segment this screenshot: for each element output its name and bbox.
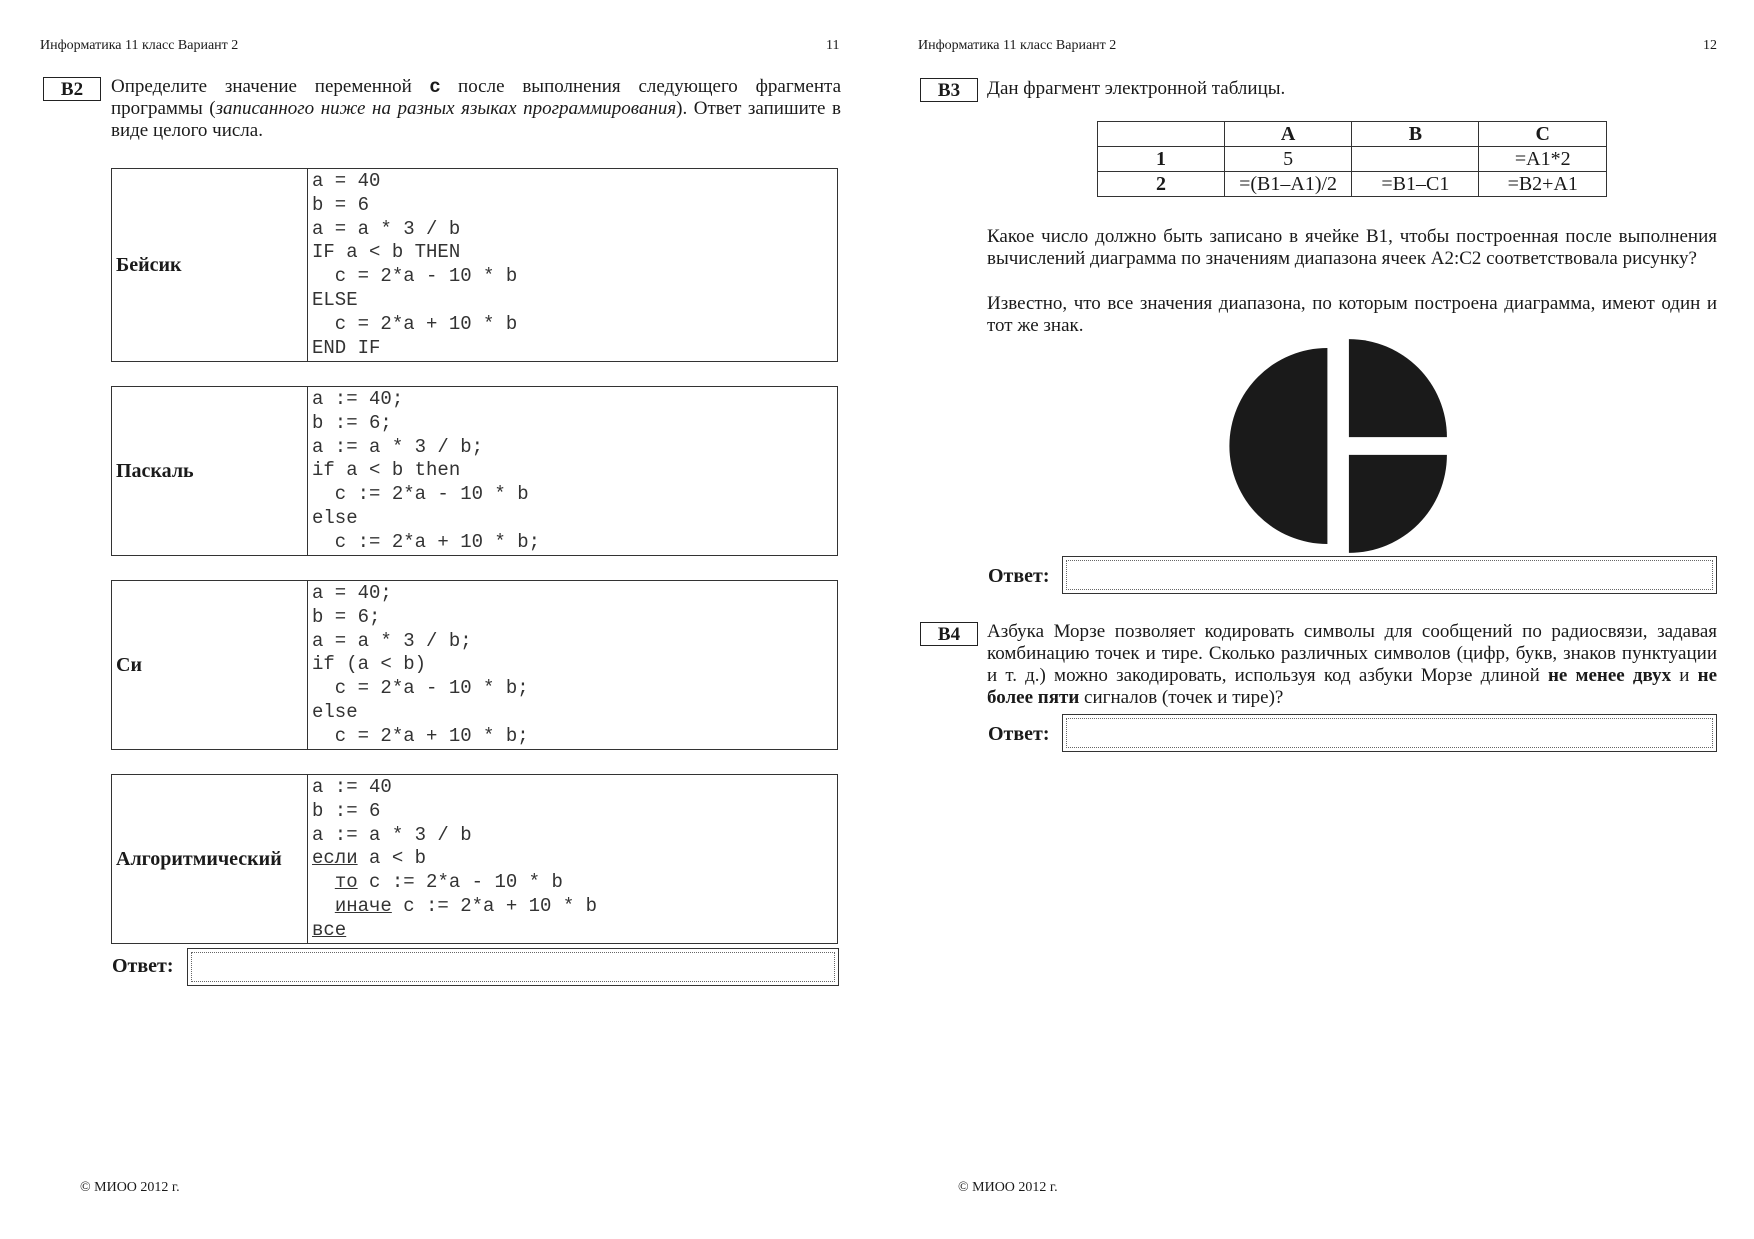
table-header-row xyxy=(1098,122,1607,147)
b3-note: Известно, что все значения диапазона, по которым построена диаграмма, имеют один и тот же знак. xyxy=(987,293,1717,336)
code-block-pascal xyxy=(111,386,838,556)
table-cell xyxy=(1352,147,1479,172)
right-header-subject: Информатика 11 класс Вариант 2 xyxy=(918,38,1117,53)
code-lines xyxy=(308,387,544,555)
pie-slice-C2 xyxy=(1349,455,1447,553)
table-cell xyxy=(1098,122,1225,147)
answer-input-b4[interactable] xyxy=(1062,714,1717,752)
question-label-b3: В3 xyxy=(920,78,978,102)
right-footer: © МИОО 2012 г. xyxy=(958,1180,1058,1195)
code-line: a = a * 3 / b; xyxy=(312,629,472,652)
spreadsheet-table xyxy=(1097,121,1607,197)
answer-label-b3: Ответ: xyxy=(988,565,1050,587)
code-line: если a < b xyxy=(312,847,427,870)
table-cell: 2 xyxy=(1098,172,1225,197)
question-text-b2: Определите значение переменной c после выполнения следующего фрагмента программы (записанного ниже на разных языках программирования). Ответ запишите в виде целого числа. xyxy=(111,76,842,141)
code-line: a = a * 3 / b xyxy=(312,217,461,240)
code-line: c = 2*a - 10 * b xyxy=(312,265,518,288)
code-line: b := 6; xyxy=(312,411,392,434)
code-block-basic xyxy=(111,168,838,362)
code-line: a = 40; xyxy=(312,582,392,604)
table-cell: B xyxy=(1352,122,1479,147)
b3-question: Какое число должно быть записано в ячейке B1, чтобы построенная после выполнения вычислений диаграмма по значениям диапазона ячеек A2:C2 соответствовала рисунку? xyxy=(987,226,1717,269)
table-cell: =B2+A1 xyxy=(1479,172,1607,197)
code-line: END IF xyxy=(312,336,381,359)
answer-label-b2: Ответ: xyxy=(112,955,174,977)
code-line: else xyxy=(312,700,358,723)
code-line: a := a * 3 / b; xyxy=(312,435,484,458)
answer-input-b3[interactable] xyxy=(1062,556,1717,594)
code-line: иначе c := 2*a + 10 * b xyxy=(334,894,598,917)
question-label-b2: В2 xyxy=(43,77,101,101)
code-line: IF a < b THEN xyxy=(312,241,461,264)
table-cell: A xyxy=(1224,122,1351,147)
language-label: Алгоритмический xyxy=(112,775,308,943)
table-cell: =(B1–A1)/2 xyxy=(1224,172,1351,197)
pie-chart xyxy=(1220,336,1460,556)
question-label-b4: В4 xyxy=(920,622,978,646)
language-label: Паскаль xyxy=(112,387,308,555)
left-footer: © МИОО 2012 г. xyxy=(80,1180,180,1195)
code-line: if (a < b) xyxy=(312,653,427,676)
table-cell: =B1–C1 xyxy=(1352,172,1479,197)
code-line: c := 2*a + 10 * b; xyxy=(312,530,541,553)
code-line: a := 40; xyxy=(312,388,404,410)
code-line: все xyxy=(312,918,347,941)
table-row xyxy=(1098,172,1607,197)
code-line: a = 40 xyxy=(312,170,381,192)
left-page-number: 11 xyxy=(826,38,840,53)
pie-slice-B2 xyxy=(1349,339,1447,437)
code-line: a := a * 3 / b xyxy=(312,823,472,846)
right-page-number: 12 xyxy=(1703,38,1717,53)
code-line: b = 6 xyxy=(312,193,370,216)
answer-label-b4: Ответ: xyxy=(988,723,1050,745)
left-header-subject: Информатика 11 класс Вариант 2 xyxy=(40,38,239,53)
question-text-b4: Азбука Морзе позволяет кодировать символы для сообщений по радиосвязи, задавая комбинацию точек и тире. Сколько различных символов (цифр, букв, знаков пунктуации и т. д.) можно закодировать, используя код азбуки Морзе длиной не менее двух и не более пяти сигналов (точек и тире)? xyxy=(987,621,1718,708)
code-line: c = 2*a + 10 * b; xyxy=(312,724,529,747)
table-cell: C xyxy=(1479,122,1607,147)
code-lines xyxy=(308,169,521,361)
code-lines xyxy=(308,775,601,943)
pie-slice-A2 xyxy=(1229,348,1327,544)
code-line: c = 2*a + 10 * b xyxy=(312,312,518,335)
code-line: c = 2*a - 10 * b; xyxy=(312,677,529,700)
table-row xyxy=(1098,147,1607,172)
table-cell: =A1*2 xyxy=(1479,147,1607,172)
code-block-algorithmic xyxy=(111,774,838,944)
code-lines xyxy=(308,581,533,749)
code-line: else xyxy=(312,506,358,529)
b3-intro: Дан фрагмент электронной таблицы. xyxy=(987,78,1286,99)
answer-input-b2[interactable] xyxy=(187,948,839,986)
code-line: if a < b then xyxy=(312,459,461,482)
code-block-c xyxy=(111,580,838,750)
table-cell: 1 xyxy=(1098,147,1225,172)
code-line: ELSE xyxy=(312,288,358,311)
language-label: Бейсик xyxy=(112,169,308,361)
language-label: Си xyxy=(112,581,308,749)
code-line: то c := 2*a - 10 * b xyxy=(334,871,563,894)
code-line: b = 6; xyxy=(312,605,381,628)
code-line: b := 6 xyxy=(312,799,381,822)
table-cell: 5 xyxy=(1224,147,1351,172)
code-line: c := 2*a - 10 * b xyxy=(312,483,529,506)
code-line: a := 40 xyxy=(312,776,392,798)
